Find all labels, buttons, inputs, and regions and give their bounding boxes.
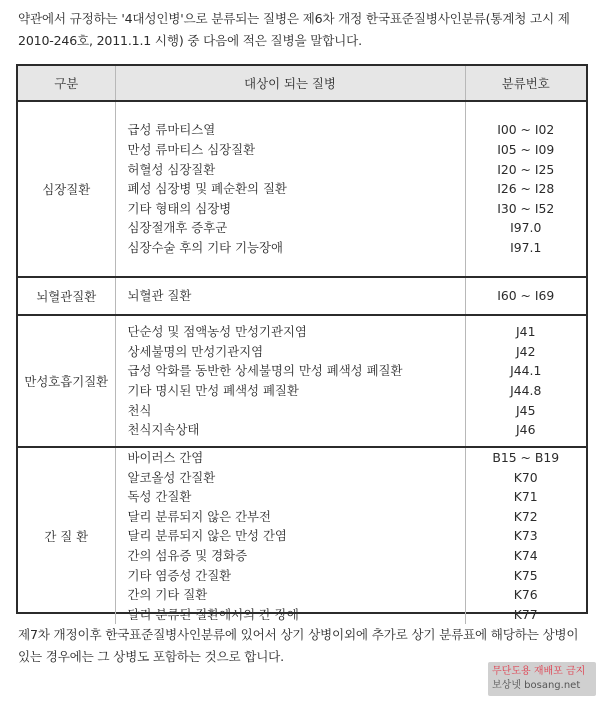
code-item: J41 xyxy=(516,324,536,340)
code-item: J44.1 xyxy=(510,363,542,379)
disease-item: 달리 분류되지 않은 만성 간염 xyxy=(127,528,287,544)
watermark-line-2: 보상넷 bosang.net xyxy=(492,680,581,691)
code-item: J45 xyxy=(516,402,536,418)
disease-item: 바이러스 간염 xyxy=(127,450,204,465)
code-item: J42 xyxy=(516,343,536,359)
disease-cell xyxy=(115,447,465,624)
disease-item: 간의 기타 질환 xyxy=(127,587,208,603)
disease-item: 단순성 및 점액농성 만성기관지염 xyxy=(127,324,307,340)
disease-item: 허혈성 심장질환 xyxy=(127,161,216,177)
category-cell: 심장질환 xyxy=(18,101,115,277)
code-cell xyxy=(465,101,586,277)
disease-cell xyxy=(115,315,465,447)
watermark-line-1: 무단도용 재배포 금지 xyxy=(492,666,586,677)
code-item: I00 ~ I02 xyxy=(497,122,555,138)
disease-classification-table-frame xyxy=(16,64,588,622)
disease-item: 폐성 심장병 및 폐순환의 질환 xyxy=(127,181,287,197)
category-cell: 간 질 환 xyxy=(18,447,115,624)
table-row-liver-disease xyxy=(18,447,586,624)
intro-paragraph: 약관에서 규정하는 '4대성인병'으로 분류되는 질병은 제6차 개정 한국표준질병사인분류(통계청 고시 제2010-246호, 2011.1.1 시행) 중 다음에 적은 질병을 말합니다. xyxy=(18,11,570,48)
disease-item: 천식 xyxy=(127,402,152,418)
disease-item: 급성 악화를 동반한 상세불명의 만성 폐색성 폐질환 xyxy=(127,363,403,379)
table-row-chronic-respiratory xyxy=(18,315,586,447)
code-item: K73 xyxy=(513,528,538,544)
table-header-row xyxy=(18,66,586,101)
code-item: I97.0 xyxy=(510,220,542,236)
disease-cell xyxy=(115,101,465,277)
disease-item: 만성 류마티스 심장질환 xyxy=(127,142,256,158)
code-item: J46 xyxy=(516,422,536,438)
table-row-heart-disease xyxy=(18,101,586,277)
code-item: I05 ~ I09 xyxy=(497,142,555,158)
disease-item: 기타 염증성 간질환 xyxy=(127,567,232,583)
disease-item: 독성 간질환 xyxy=(127,489,192,505)
watermark-stamp xyxy=(488,662,596,696)
code-item: I97.1 xyxy=(510,239,542,255)
code-item: I30 ~ I52 xyxy=(497,200,555,216)
code-item: K76 xyxy=(513,587,538,603)
header-code: 분류번호 xyxy=(465,66,586,101)
disease-item: 천식지속상태 xyxy=(127,422,200,438)
disease-item: 달리 분류된 질환에서의 간 장애 xyxy=(127,606,299,622)
disease-item: 상세불명의 만성기관지염 xyxy=(127,343,264,359)
disease-item: 뇌혈관 질환 xyxy=(127,288,192,304)
disease-item: 알코올성 간질환 xyxy=(127,469,216,485)
disease-item: 기타 형태의 심장병 xyxy=(127,200,232,216)
code-item: B15 ~ B19 xyxy=(492,450,560,465)
header-disease: 대상이 되는 질병 xyxy=(115,66,465,101)
code-item: K74 xyxy=(513,547,538,563)
disease-item: 심장절개후 증후군 xyxy=(127,220,228,236)
disease-classification-table xyxy=(18,66,586,624)
code-item: I60 ~ I69 xyxy=(497,288,555,304)
code-item: K71 xyxy=(513,489,538,505)
disease-item: 간의 섬유증 및 경화증 xyxy=(127,547,248,563)
category-cell: 만성호흡기질환 xyxy=(18,315,115,447)
code-cell xyxy=(465,277,586,315)
code-item: K77 xyxy=(513,606,538,622)
disease-item: 급성 류마티스열 xyxy=(127,122,216,138)
code-item: J44.8 xyxy=(510,383,542,398)
code-item: I26 ~ I28 xyxy=(497,181,555,197)
disease-cell xyxy=(115,277,465,315)
code-item: K72 xyxy=(513,508,538,524)
code-item: I20 ~ I25 xyxy=(497,161,555,177)
table-row-cerebrovascular xyxy=(18,277,586,315)
code-cell xyxy=(465,447,586,624)
disease-item: 달리 분류되지 않은 간부전 xyxy=(127,508,271,524)
footnote-paragraph: 제7차 개정이후 한국표준질병사인분류에 있어서 상기 상병이외에 추가로 상기 분류표에 해당하는 상병이 있는 경우에는 그 상병도 포함하는 것으로 합니다. xyxy=(18,627,579,664)
code-cell xyxy=(465,315,586,447)
header-category: 구분 xyxy=(18,66,115,101)
code-item: K75 xyxy=(513,567,538,583)
code-item: K70 xyxy=(513,469,538,485)
disease-item: 기타 명시된 만성 폐색성 폐질환 xyxy=(127,383,299,398)
category-cell: 뇌혈관질환 xyxy=(18,277,115,315)
disease-item: 심장수술 후의 기타 기능장애 xyxy=(127,239,283,255)
